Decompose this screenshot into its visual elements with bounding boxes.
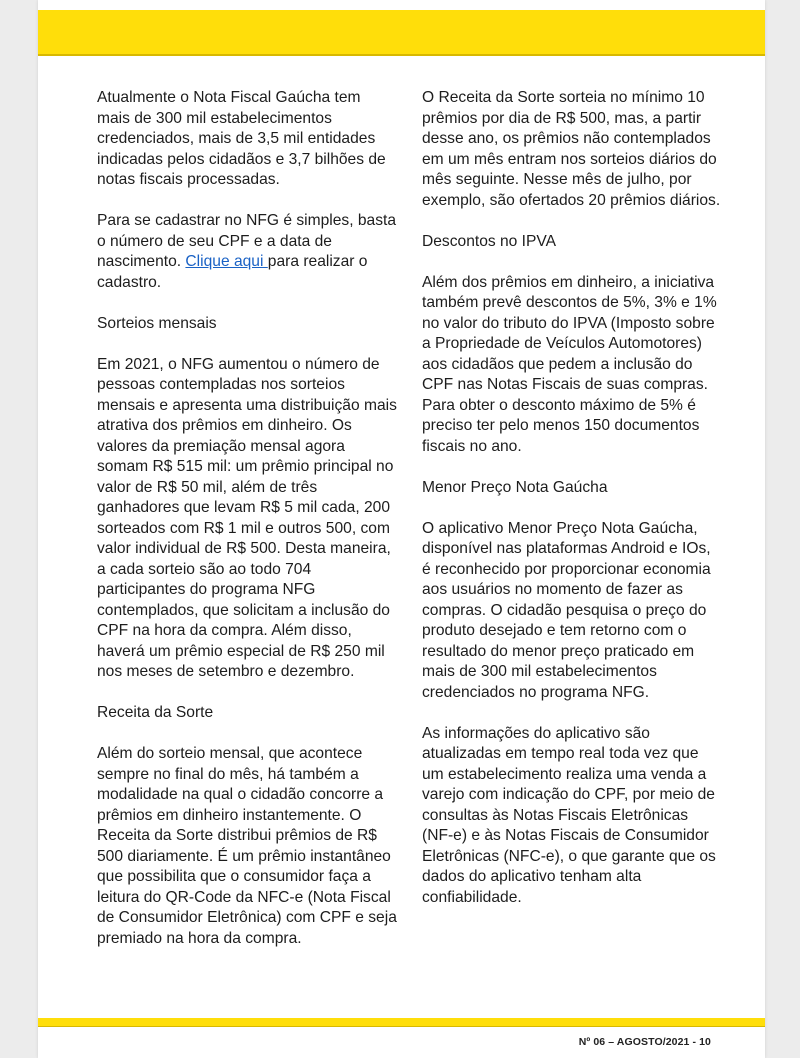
heading-menor-preco: Menor Preço Nota Gaúcha (422, 478, 608, 496)
signup-link[interactable]: Clique aqui (185, 253, 268, 270)
signup-text: Para se cadastrar no NFG é simples, basta o número de seu CPF e a data de nascimento. (97, 212, 397, 270)
heading-descontos-ipva: Descontos no IPVA (422, 232, 557, 250)
paragraph-receita: Além do sorteio mensal, que acontece sempre no final do mês, há também a modalidade na qual o cidadão concorre a prêmios em dinheiro instantemente. O Receita da Sorte distribui prêmios de R$ 500 diariamente. É um prêmio instantâneo que possibilita que o consumidor faça a leitura do QR-Code da NFC-e (Nota Fiscal de Consumidor Eletrônica) com CPF e seja premiado na hora da compra. (97, 745, 397, 947)
footer-yellow-bar (38, 1018, 765, 1027)
left-column (97, 88, 397, 970)
paragraph-ipva: Além dos prêmios em dinheiro, a iniciativa também prevê descontos de 5%, 3% e 1% no valor do tributo do IPVA (Imposto sobre a Propriedade de Veículos Automotores) aos cidadãos que pedem a inclusão do CPF nas Notas Fiscais de suas compras. Para obter o desconto máximo de 5% é preciso ter pelo menos 150 documentos fiscais no ano. (422, 273, 717, 455)
paragraph-sorteios: Em 2021, o NFG aumentou o número de pessoas contempladas nos sorteios mensais e apresenta uma distribuição mais atrativa dos prêmios em dinheiro. Os valores da premiação mensal agora somam R$ 515 mil: um prêmio principal no valor de R$ 50 mil, além de três ganhadores que levam R$ 5 mil cada, 200 sorteados com R$ 1 mil e outros 500, com valor individual de R$ 500. Desta maneira, a cada sorteio são ao todo 704 participantes do programa NFG contemplados, que solicitam a inclusão do CPF na hora da compra. Além disso, haverá um prêmio especial de R$ 250 mil nos meses de setembro e dezembro. (97, 355, 397, 680)
heading-sorteios-mensais: Sorteios mensais (97, 314, 217, 332)
document-page (38, 0, 765, 1058)
heading-receita-da-sorte: Receita da Sorte (97, 704, 214, 721)
header-yellow-bar (38, 10, 765, 56)
paragraph-signup (97, 211, 397, 293)
page-number: Nº 06 – AGOSTO/2021 - 10 (578, 1036, 711, 1048)
paragraph-stats: Atualmente o Nota Fiscal Gaúcha tem mais de 300 mil estabelecimentos credenciados, mais de 3,5 mil entidades indicadas pelos cidadãos e 3,7 bilhões de notas fiscais processadas. (97, 89, 386, 188)
paragraph-receita-cont: O Receita da Sorte sorteia no mínimo 10 prêmios por dia de R$ 500, mas, a partir desse ano, os prêmios não contemplados em um mês entram nos sorteios diários do mês seguinte. Nesse mês de julho, por exemplo, são ofertados 20 prêmios diários. (422, 89, 721, 209)
right-column (422, 88, 722, 929)
signup-text-end: para realizar o cadastro. (97, 253, 368, 291)
paragraph-app-info: As informações do aplicativo são atualizadas em tempo real toda vez que um estabelecimento realiza uma venda a varejo com indicação do CPF, por meio de consultas às Notas Fiscais Eletrônicas (NF-e) e às Notas Fiscais de Consumidor Eletrônicas (NFC-e), o que garante que os dados do aplicativo tenham alta confiabilidade. (422, 724, 716, 906)
paragraph-menor-preco: O aplicativo Menor Preço Nota Gaúcha, disponível nas plataformas Android e IOs, é reconhecido por proporcionar economia aos usuários no momento de fazer as compras. O cidadão pesquisa o preço do produto desejado e tem retorno com o resultado do menor preço praticado em mais de 300 mil estabelecimentos credenciados no programa NFG. (422, 519, 711, 701)
